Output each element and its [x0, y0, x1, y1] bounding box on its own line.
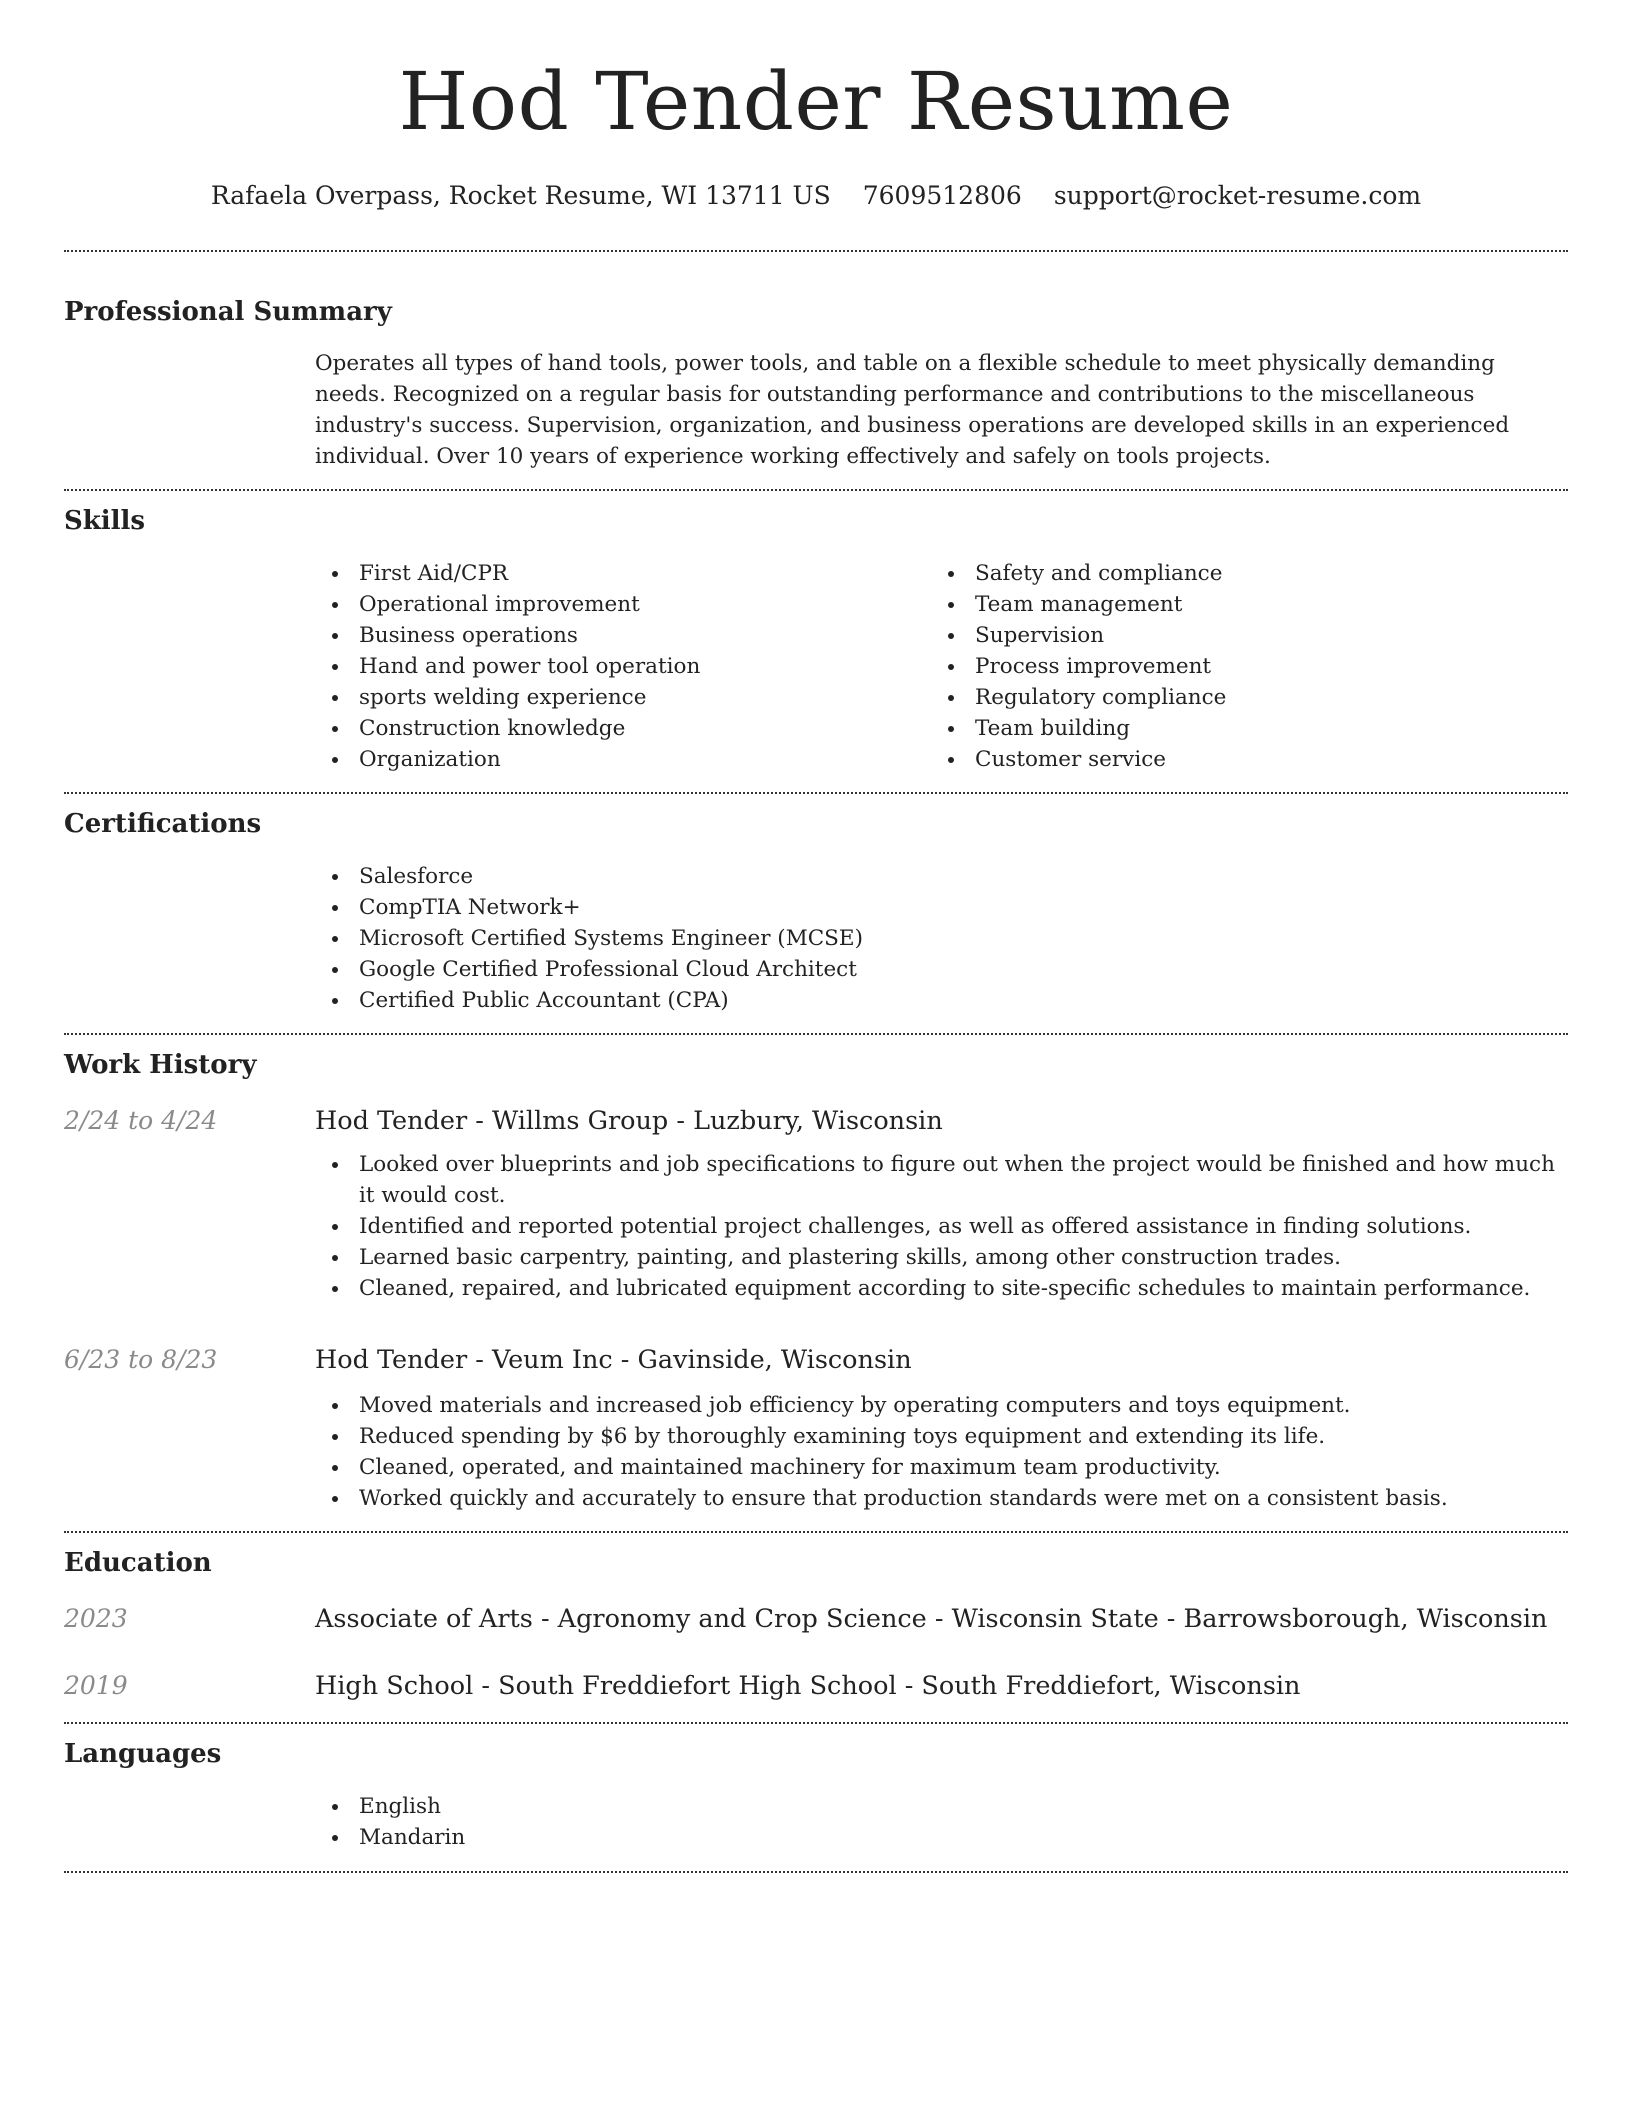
summary-section	[64, 294, 1568, 472]
divider	[64, 792, 1568, 794]
job-entry	[64, 1103, 1568, 1304]
job-bullet: Worked quickly and accurately to ensure that production standards were met on a consistent basis.	[315, 1483, 1568, 1514]
job-dates: 6/23 to 8/23	[64, 1345, 218, 1374]
certification-item: Microsoft Certified Systems Engineer (MCSE)	[315, 923, 1568, 954]
job-bullets	[315, 1149, 1568, 1304]
job-bullet: Moved materials and increased job efficiency by operating computers and toys equipment.	[315, 1390, 1568, 1421]
skill-item: Team building	[931, 713, 1547, 744]
language-item: English	[315, 1791, 1568, 1822]
skill-item: Hand and power tool operation	[315, 651, 931, 682]
work-heading: Work History	[64, 1050, 257, 1080]
summary-text: Operates all types of hand tools, power tools, and table on a flexible schedule to meet physically demanding needs. Recognized on a regular basis for outstanding performance and contributions to the miscellaneous industry's success. Supervision, organization, and business operations are developed skills in an experienced individual. Over 10 years of experience working effectively and safely on tools projects.	[315, 351, 1510, 469]
divider	[64, 1531, 1568, 1533]
divider	[64, 489, 1568, 491]
certification-item: CompTIA Network+	[315, 892, 1568, 923]
language-item: Mandarin	[315, 1822, 1568, 1853]
education-heading: Education	[64, 1548, 212, 1578]
summary-heading: Professional Summary	[64, 297, 392, 327]
skill-item: Organization	[315, 744, 931, 775]
education-entry	[64, 1668, 1568, 1704]
resume-title: Hod Tender Resume	[398, 55, 1234, 148]
skill-item: Process improvement	[931, 651, 1547, 682]
contact-phone: 7609512806	[862, 181, 1022, 210]
certification-item: Google Certified Professional Cloud Architect	[315, 954, 1568, 985]
contact-line	[64, 176, 1568, 216]
divider	[64, 1033, 1568, 1035]
certifications-heading: Certifications	[64, 809, 262, 839]
certification-item: Certified Public Accountant (CPA)	[315, 985, 1568, 1016]
languages-heading: Languages	[64, 1739, 222, 1769]
skill-item: sports welding experience	[315, 682, 931, 713]
skills-columns	[315, 558, 1568, 775]
certifications-list	[315, 861, 1568, 1016]
education-section	[64, 1545, 1568, 1704]
skill-item: Safety and compliance	[931, 558, 1547, 589]
skill-item: Operational improvement	[315, 589, 931, 620]
job-bullet: Learned basic carpentry, painting, and plastering skills, among other construction trades.	[315, 1242, 1568, 1273]
skill-item: Team management	[931, 589, 1547, 620]
skills-list-right	[931, 558, 1547, 775]
job-entry	[64, 1342, 1568, 1514]
job-dates: 2/24 to 4/24	[64, 1106, 218, 1135]
education-entry	[64, 1601, 1568, 1637]
skill-item: Construction knowledge	[315, 713, 931, 744]
job-bullet: Cleaned, operated, and maintained machinery for maximum team productivity.	[315, 1452, 1568, 1483]
job-bullet: Looked over blueprints and job specifications to figure out when the project would be finished and how much it would cost.	[315, 1149, 1568, 1211]
skills-heading: Skills	[64, 506, 146, 536]
skill-item: Customer service	[931, 744, 1547, 775]
skill-item: Supervision	[931, 620, 1547, 651]
resume-page	[64, 0, 1568, 1873]
education-title: Associate of Arts - Agronomy and Crop Science - Wisconsin State - Barrowsborough, Wisconsin	[315, 1604, 1548, 1634]
languages-list	[315, 1791, 1568, 1853]
education-year: 2019	[64, 1671, 128, 1700]
job-bullets	[315, 1390, 1568, 1514]
skill-item: Regulatory compliance	[931, 682, 1547, 713]
skill-item: Business operations	[315, 620, 931, 651]
job-bullet: Cleaned, repaired, and lubricated equipment according to site-specific schedules to maintain performance.	[315, 1273, 1568, 1304]
contact-email: support@rocket-resume.com	[1053, 181, 1422, 210]
job-bullet: Reduced spending by $6 by thoroughly examining toys equipment and extending its life.	[315, 1421, 1568, 1452]
languages-section	[64, 1736, 1568, 1853]
education-title: High School - South Freddiefort High School - South Freddiefort, Wisconsin	[315, 1671, 1301, 1701]
divider	[64, 250, 1568, 252]
certification-item: Salesforce	[315, 861, 1568, 892]
skills-section	[64, 503, 1568, 775]
divider	[64, 1722, 1568, 1724]
skill-item: First Aid/CPR	[315, 558, 931, 589]
job-title: Hod Tender - Veum Inc - Gavinside, Wisconsin	[315, 1345, 912, 1375]
divider	[64, 1871, 1568, 1873]
job-title: Hod Tender - Willms Group - Luzbury, Wisconsin	[315, 1106, 943, 1136]
education-year: 2023	[64, 1604, 128, 1633]
work-section	[64, 1047, 1568, 1514]
job-header	[64, 1342, 1568, 1378]
job-header	[64, 1103, 1568, 1139]
certifications-section	[64, 806, 1568, 1016]
job-bullet: Identified and reported potential project challenges, as well as offered assistance in finding solutions.	[315, 1211, 1568, 1242]
contact-address: Rafaela Overpass, Rocket Resume, WI 13711 US	[210, 181, 831, 210]
skills-list-left	[315, 558, 931, 775]
